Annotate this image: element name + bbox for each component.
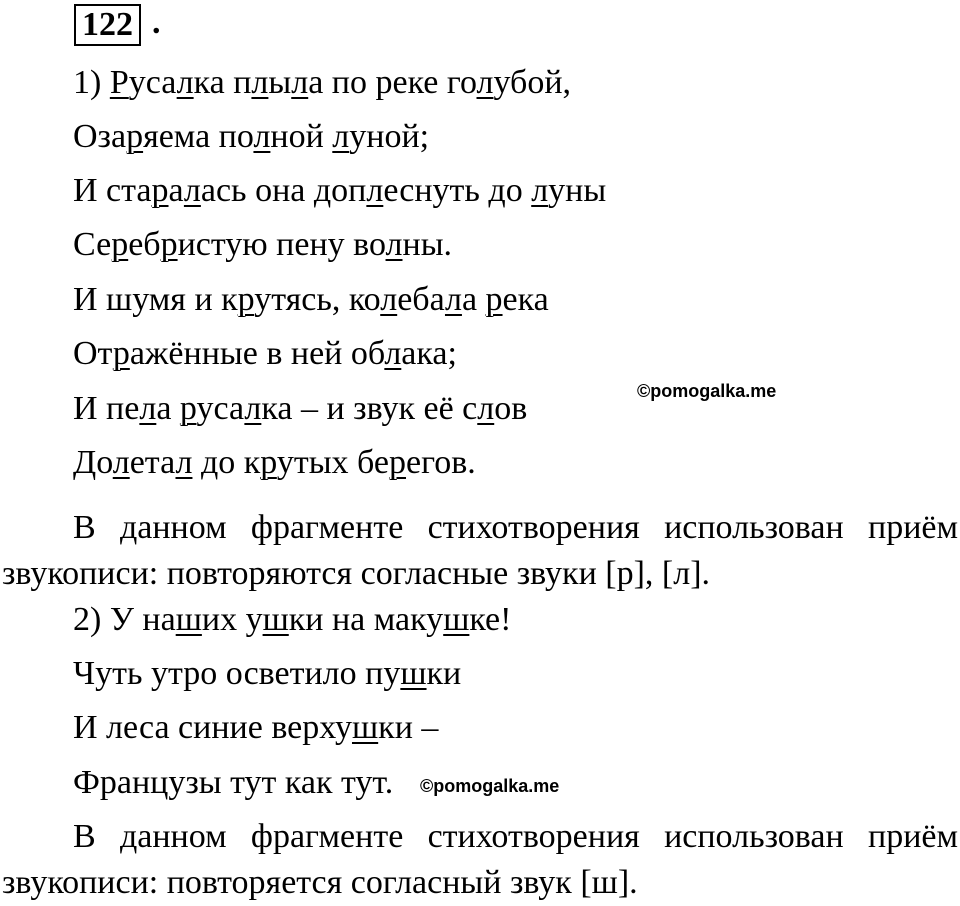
underlined-letter: л — [244, 390, 262, 427]
underlined-letter: л — [384, 335, 402, 372]
exercise-number: 122 — [82, 6, 133, 43]
poem-1-line: И пела русалка – и звук её слов — [73, 390, 528, 427]
underlined-letter: р — [237, 281, 255, 318]
poem-2-line: 2) У наших ушки на макушке! — [73, 601, 512, 638]
underlined-letter: л — [183, 172, 201, 209]
exercise-number-box — [74, 4, 141, 46]
underlined-letter: л — [251, 64, 269, 101]
underlined-letter: р — [260, 444, 277, 481]
underlined-letter: л — [366, 172, 384, 209]
poem-2-line: И леса синие верхушки – — [73, 709, 439, 746]
underlined-letter: л — [175, 444, 193, 481]
underlined-letter: л — [139, 390, 157, 427]
poem-1-line: Долетал до крутых берегов. — [73, 444, 476, 481]
underlined-letter: л — [444, 281, 462, 318]
poem-1-line: И шумя и крутясь, колебала река — [73, 281, 549, 318]
underlined-letter: л — [291, 64, 309, 101]
underlined-letter: р — [111, 226, 129, 263]
watermark: ©pomogalka.me — [637, 381, 777, 401]
exercise-number-dot: . — [152, 4, 161, 41]
underlined-letter: л — [477, 390, 495, 427]
underlined-letter: ш — [351, 709, 379, 746]
underlined-letter: ш — [175, 601, 202, 638]
underlined-letter: л — [332, 118, 350, 155]
underlined-letter: л — [385, 226, 403, 263]
underlined-letter: л — [476, 64, 494, 101]
underlined-letter: л — [531, 172, 549, 209]
underlined-letter: ш — [443, 601, 470, 638]
poem-1-line: И старалась она доплеснуть до луны — [73, 172, 607, 209]
poem-1-line: Озаряема полной луной; — [73, 118, 430, 155]
underlined-letter: р — [160, 226, 178, 263]
poem-2-line: Французы тут как тут. — [73, 764, 394, 801]
underlined-letter: р — [389, 444, 406, 481]
conclusion-1: В данном фрагменте стихотворения использован приём звукописи: повторяются согласные звуки [р], [л]. — [2, 509, 958, 592]
underlined-letter: л — [176, 64, 194, 101]
poem-1-line: 1) Русалка плыла по реке голубой, — [73, 64, 572, 101]
underlined-letter: л — [380, 281, 398, 318]
watermark: ©pomogalka.me — [420, 776, 560, 796]
conclusion-2: В данном фрагменте стихотворения использован приём звукописи: повторяется согласный звук [ш]. — [2, 818, 958, 901]
underlined-letter: ш — [262, 601, 289, 638]
poem-1-line: Отражённые в ней облака; — [73, 335, 457, 372]
poem-1-line: Серебристую пену волны. — [73, 226, 453, 263]
underlined-letter: р — [151, 172, 169, 209]
underlined-letter: р — [179, 390, 197, 427]
underlined-letter: ш — [400, 655, 427, 692]
underlined-letter: л — [112, 444, 130, 481]
underlined-letter: р — [485, 281, 503, 318]
underlined-letter: р — [126, 118, 144, 155]
underlined-letter: р — [112, 335, 130, 372]
underlined-letter: Р — [109, 64, 129, 101]
poem-2-line: Чуть утро осветило пушки — [73, 655, 462, 692]
underlined-letter: л — [253, 118, 271, 155]
